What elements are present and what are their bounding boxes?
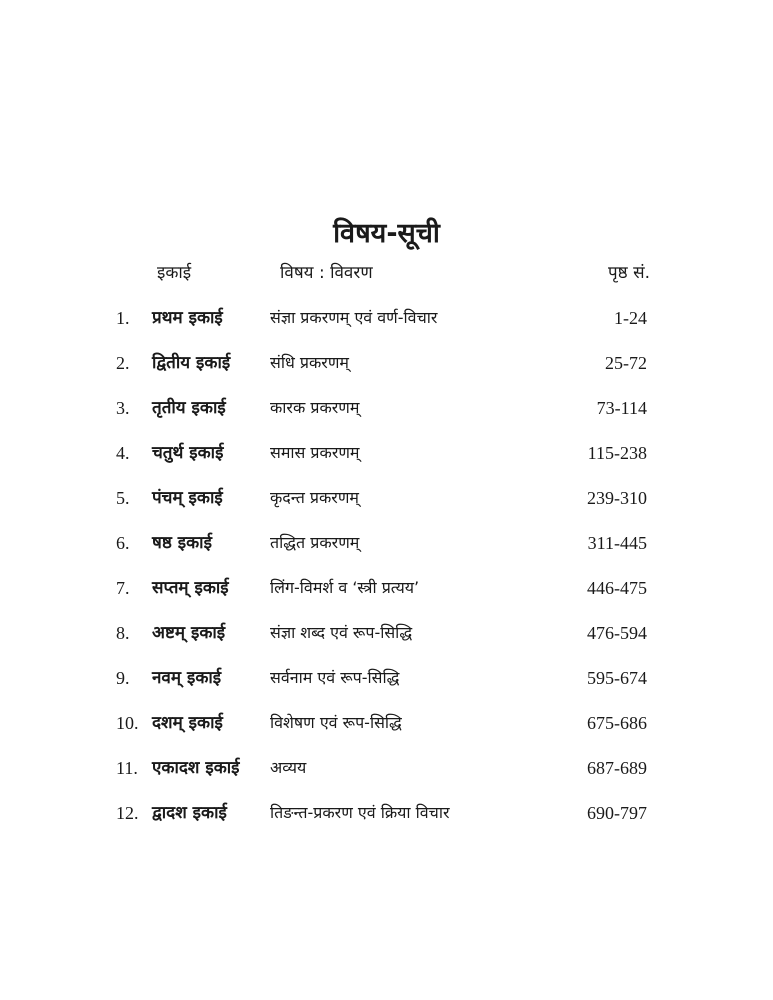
entry-unit: सप्तम् इकाई: [152, 578, 229, 598]
entry-subject: सर्वनाम एवं रूप-सिद्धि: [270, 668, 400, 687]
entry-subject: अव्यय: [270, 758, 307, 777]
entry-number: 10.: [116, 713, 139, 733]
toc-row: [0, 572, 773, 617]
toc-row: [0, 437, 773, 482]
entry-subject: विशेषण एवं रूप-सिद्धि: [270, 713, 402, 732]
entry-unit: षष्ठ इकाई: [152, 533, 212, 553]
entry-unit: द्वितीय इकाई: [152, 353, 231, 373]
table-of-contents: [0, 302, 773, 842]
entry-unit: प्रथम इकाई: [152, 308, 223, 328]
entry-unit: द्वादश इकाई: [152, 803, 227, 823]
toc-row: [0, 707, 773, 752]
toc-row: [0, 392, 773, 437]
entry-unit: तृतीय इकाई: [152, 398, 226, 418]
entry-number: 7.: [116, 578, 130, 598]
entry-subject: कृदन्त प्रकरणम्: [270, 488, 359, 507]
entry-subject: संधि प्रकरणम्: [270, 353, 349, 372]
entry-number: 9.: [116, 668, 130, 688]
entry-number: 5.: [116, 488, 130, 508]
entry-pages: 690-797: [587, 803, 647, 823]
entry-subject: संज्ञा शब्द एवं रूप-सिद्धि: [270, 623, 413, 642]
page-title: विषय-सूची: [333, 218, 440, 250]
entry-unit: चतुर्थ इकाई: [152, 443, 224, 463]
toc-row: [0, 302, 773, 347]
toc-row: [0, 482, 773, 527]
header-page-number: पृष्ठ सं.: [608, 263, 650, 283]
entry-number: 1.: [116, 308, 130, 328]
entry-unit: अष्टम् इकाई: [152, 623, 226, 643]
entry-pages: 311-445: [587, 533, 647, 553]
entry-number: 3.: [116, 398, 130, 418]
entry-number: 8.: [116, 623, 130, 643]
entry-number: 12.: [116, 803, 139, 823]
entry-subject: समास प्रकरणम्: [270, 443, 360, 462]
entry-pages: 687-689: [587, 758, 647, 778]
entry-number: 11.: [116, 758, 138, 778]
entry-pages: 1-24: [614, 308, 647, 328]
entry-subject: संज्ञा प्रकरणम् एवं वर्ण-विचार: [270, 308, 438, 327]
entry-pages: 476-594: [587, 623, 647, 643]
toc-row: [0, 662, 773, 707]
header-subject: विषय : विवरण: [280, 263, 373, 283]
table-header: [0, 258, 773, 288]
entry-unit: नवम् इकाई: [152, 668, 222, 688]
entry-number: 2.: [116, 353, 130, 373]
toc-row: [0, 617, 773, 662]
entry-pages: 446-475: [587, 578, 647, 598]
entry-subject: तद्धित प्रकरणम्: [270, 533, 360, 552]
entry-pages: 115-238: [587, 443, 647, 463]
entry-unit: दशम् इकाई: [152, 713, 223, 733]
entry-unit: पंचम् इकाई: [152, 488, 223, 508]
entry-number: 4.: [116, 443, 130, 463]
entry-pages: 239-310: [587, 488, 647, 508]
entry-subject: लिंग-विमर्श व ‘स्त्री प्रत्यय’: [270, 578, 420, 597]
toc-row: [0, 527, 773, 572]
entry-subject: कारक प्रकरणम्: [270, 398, 360, 417]
entry-unit: एकादश इकाई: [152, 758, 240, 778]
toc-row: [0, 752, 773, 797]
entry-pages: 73-114: [596, 398, 647, 418]
header-unit: इकाई: [157, 263, 192, 283]
entry-pages: 25-72: [605, 353, 647, 373]
entry-number: 6.: [116, 533, 130, 553]
toc-row: [0, 797, 773, 842]
entry-pages: 675-686: [587, 713, 647, 733]
toc-row: [0, 347, 773, 392]
entry-pages: 595-674: [587, 668, 647, 688]
entry-subject: तिङन्त-प्रकरण एवं क्रिया विचार: [270, 803, 450, 822]
